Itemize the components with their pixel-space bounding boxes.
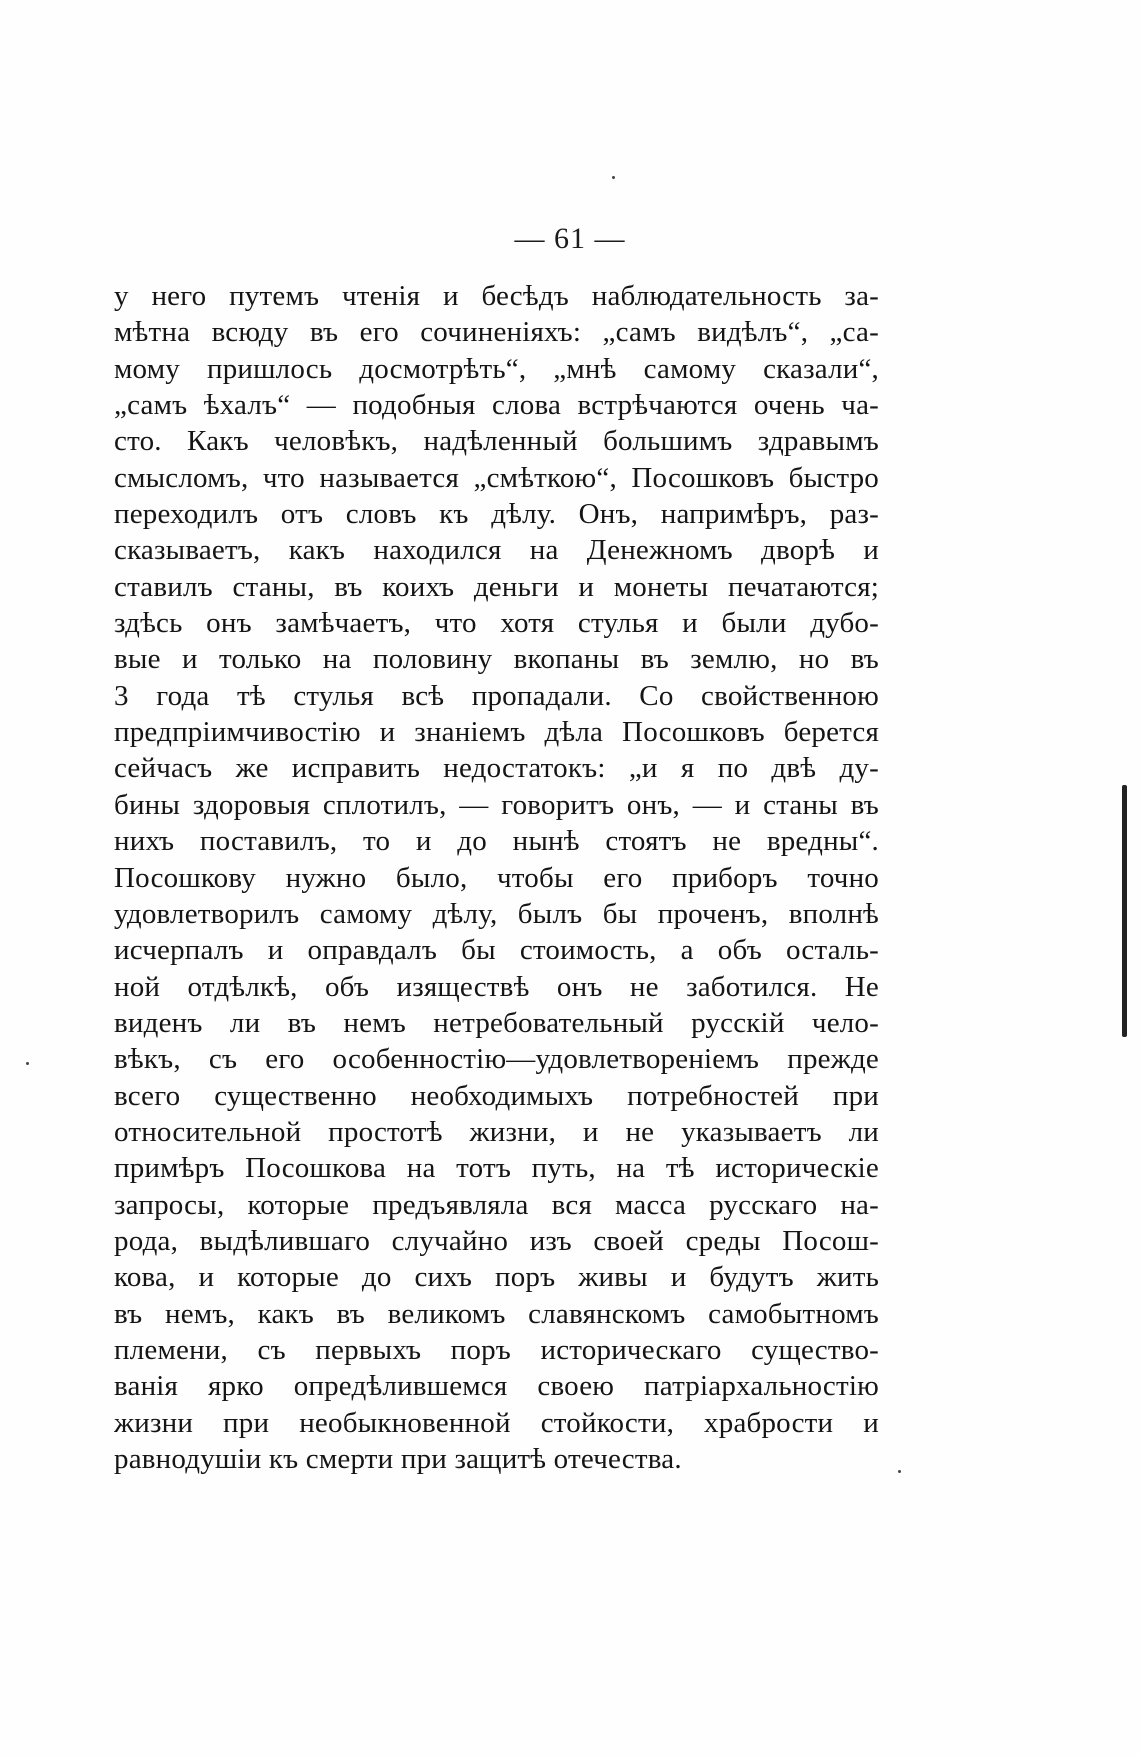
text-line: запросы, которые предъявляла вся масса русскаго на-: [114, 1188, 879, 1221]
text-line: 3 года тѣ стулья всѣ пропадали. Со свойственною: [114, 679, 879, 712]
scan-speck: [26, 1062, 29, 1065]
text-line: нихъ поставилъ, то и до нынѣ стоятъ не вредны“.: [114, 825, 879, 858]
text-line: примѣръ Посошкова на тотъ путь, на тѣ историческіе: [114, 1152, 879, 1185]
text-line: вые и только на половину вкопаны въ землю, но въ: [114, 643, 879, 676]
text-line: относительной простотѣ жизни, и не указываетъ ли: [114, 1115, 879, 1148]
text-line: въ немъ, какъ въ великомъ славянскомъ самобытномъ: [114, 1297, 879, 1330]
text-line: ной отдѣлкѣ, объ изяществѣ онъ не заботился. Не: [114, 970, 879, 1003]
text-line: сказываетъ, какъ находился на Денежномъ дворѣ и: [114, 534, 879, 567]
text-line: вѣкъ, съ его особенностію—удовлетвореніемъ прежде: [114, 1043, 879, 1076]
scan-speck: [612, 176, 615, 179]
body-text: [114, 278, 879, 1477]
text-line: смысломъ, что называется „смѣткою“, Посошковъ быстро: [114, 461, 879, 494]
text-line: равнодушіи къ смерти при защитѣ отечества.: [114, 1443, 682, 1475]
text-line: исчерпалъ и оправдалъ бы стоимость, а объ осталь-: [114, 934, 879, 967]
text-line: племени, съ первыхъ поръ историческаго существо-: [114, 1333, 879, 1366]
text-line: удовлетворилъ самому дѣлу, былъ бы проченъ, вполнѣ: [114, 897, 879, 930]
text-line: мѣтна всюду въ его сочиненіяхъ: „самъ видѣлъ“, „са-: [114, 316, 879, 349]
text-line: бины здоровыя сплотилъ, — говоритъ онъ, — и станы въ: [114, 788, 879, 821]
scan-edge-mark: [1122, 785, 1127, 1037]
text-line: кова, и которые до сихъ поръ живы и будутъ жить: [114, 1261, 879, 1294]
page-number: — 61 —: [514, 222, 626, 255]
text-line: всего существенно необходимыхъ потребностей при: [114, 1079, 879, 1112]
text-line: у него путемъ чтенія и бесѣдъ наблюдательность за-: [114, 280, 879, 312]
text-line: виденъ ли въ немъ нетребовательный русскій чело-: [114, 1006, 879, 1039]
scan-speck: [898, 1470, 901, 1473]
text-line: ванія ярко опредѣлившемся своею патріархальностію: [114, 1370, 879, 1403]
text-line: переходилъ отъ словъ къ дѣлу. Онъ, напримѣръ, раз-: [114, 498, 879, 531]
text-line: мому пришлось досмотрѣть“, „мнѣ самому сказали“,: [114, 352, 879, 385]
text-line: Посошкову нужно было, чтобы его приборъ точно: [114, 861, 879, 894]
text-line: сто. Какъ человѣкъ, надѣленный большимъ здравымъ: [114, 425, 879, 458]
text-line: рода, выдѣлившаго случайно изъ своей среды Посош-: [114, 1224, 879, 1257]
text-line: здѣсь онъ замѣчаетъ, что хотя стулья и были дубо-: [114, 607, 879, 640]
text-line: сейчасъ же исправить недостатокъ: „и я по двѣ ду-: [114, 752, 879, 785]
text-line: ставилъ станы, въ коихъ деньги и монеты печатаются;: [114, 570, 879, 603]
text-line: „самъ ѣхалъ“ — подобныя слова встрѣчаются очень ча-: [114, 389, 879, 422]
text-line: предпріимчивостію и знаніемъ дѣла Посошковъ берется: [114, 716, 879, 749]
text-line: жизни при необыкновенной стойкости, храбрости и: [114, 1406, 879, 1439]
